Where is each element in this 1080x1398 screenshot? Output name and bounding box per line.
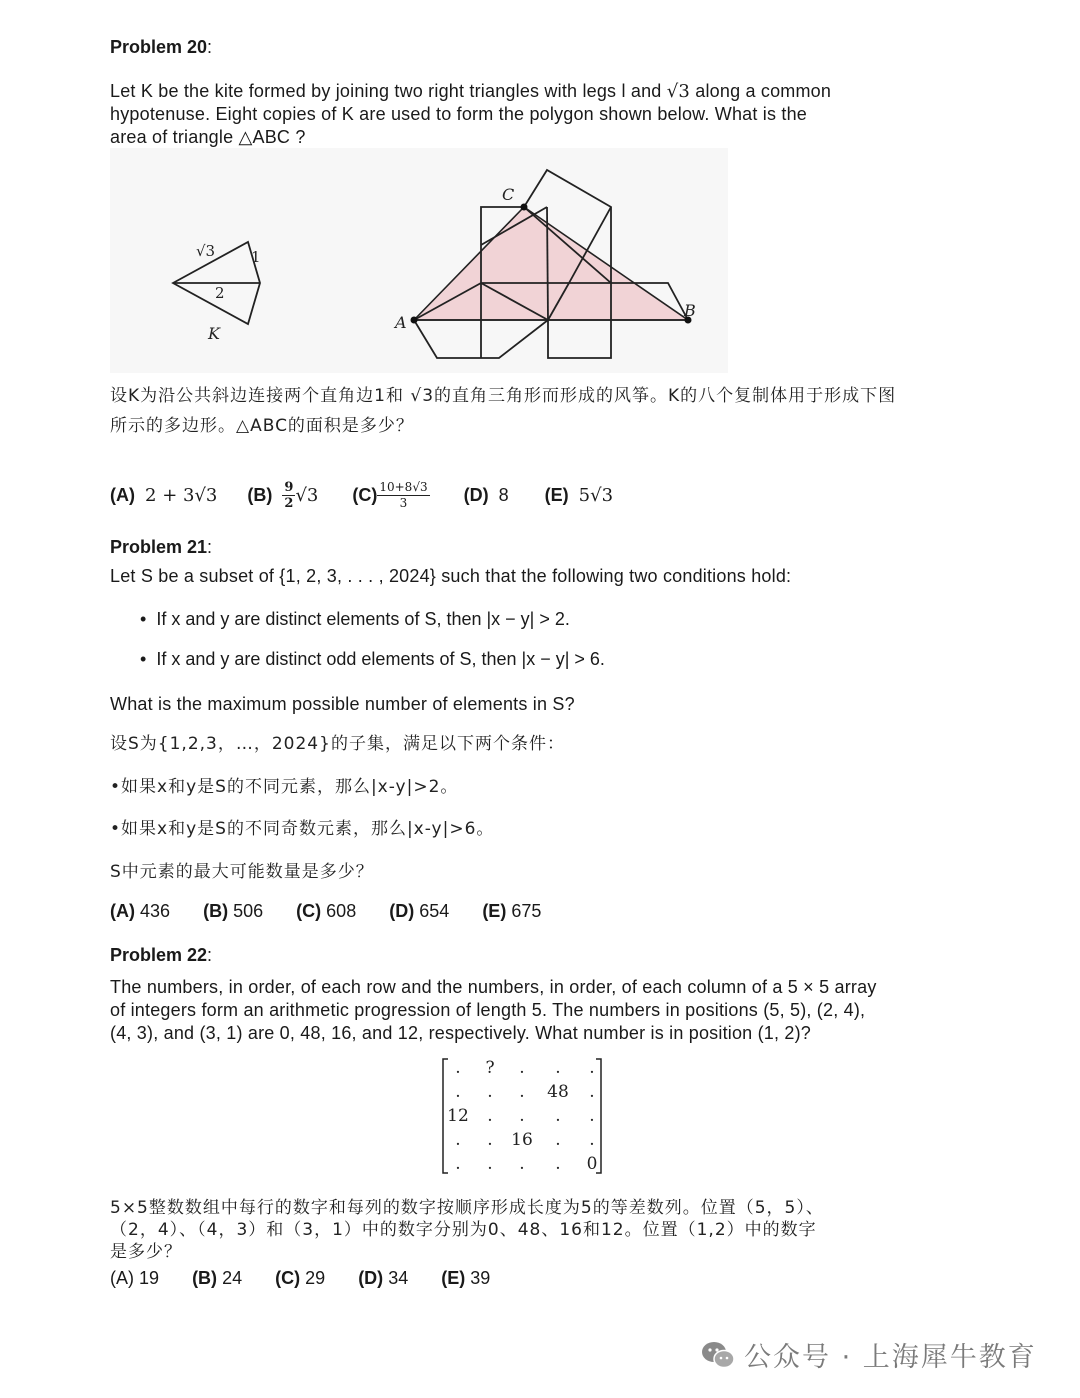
problem-20-statement: Let K be the kite formed by joining two right triangles with legs l and √3 along a common hypotenuse. Eight copies of K are used to form the polygon shown below. What is the area of triangle △ABC ?: [110, 81, 832, 147]
kite-polygon-figure: [110, 148, 728, 373]
problem-21-chinese-cond-1: •如果x和y是S的不同元素，那么|x-y|>2。: [110, 777, 459, 797]
matrix-cell-r2-c2: .: [487, 1082, 493, 1102]
problem-21-chinese-cond-2: •如果x和y是S的不同奇数元素，那么|x-y|>6。: [110, 819, 495, 839]
problem-21-condition-1: • If x and y are distinct elements of S, then |x − y| > 2.: [140, 609, 570, 629]
choice-d: (D) 34: [358, 1268, 409, 1288]
wechat-icon: [700, 1339, 736, 1371]
kite-label-1: 1: [251, 248, 261, 266]
problem-22-matrix: [436, 1055, 608, 1177]
choice-e: (E) 39: [441, 1268, 491, 1288]
kite-label-2: 2: [215, 284, 225, 302]
choice-d: (D) 654: [389, 901, 450, 921]
matrix-cell-r5-c2: .: [487, 1154, 493, 1174]
matrix-cell-r4-c1: .: [455, 1130, 461, 1150]
matrix-cell-r1-c5: .: [589, 1058, 595, 1078]
choice-c: (C) 10+8√3 3: [352, 480, 428, 510]
matrix-cell-r1-c1: .: [455, 1058, 461, 1078]
matrix-cell-r5-c5: 0: [586, 1154, 598, 1174]
problem-22-chinese: 5×5整数数组中每行的数字和每列的数字按顺序形成长度为5的等差数列。位置（5，5）、 （2，4）、（4，3）和（3，1）中的数字分别为0、48、16和12。位置（1,2）中的数字 是多少？: [110, 1198, 824, 1262]
triangle-abc: [414, 207, 688, 320]
problem-22-choices: [110, 1268, 518, 1289]
problem-21-title: Problem 21:: [110, 537, 213, 557]
choice-a: (A) 19: [110, 1268, 160, 1288]
problem-22-statement: The numbers, in order, of each row and the numbers, in order, of each column of a 5 × 5 array of integers form an arithmetic progression of length 5. The numbers in positions (5, 5), (2, 4), (4, 3), and (3, 1) are 0, 48, 16, and 12, respectively. What number is in position (1, 2)?: [110, 977, 877, 1043]
kite-label-k: K: [208, 324, 220, 343]
choice-b: (B) 24: [192, 1268, 243, 1288]
kite-k-diagram: [173, 242, 260, 324]
matrix-cell-r1-c2: ?: [485, 1058, 495, 1078]
choice-b: (B) 9 2 √3: [247, 480, 319, 511]
choice-d: (D) 8: [463, 485, 509, 505]
problem-22-title: Problem 22:: [110, 945, 213, 965]
label-b: B: [684, 301, 696, 320]
problem-21-intro: Let S be a subset of {1, 2, 3, . . . , 2024} such that the following two conditions hold:: [110, 566, 792, 586]
matrix-cell-r4-c3: 16: [511, 1130, 533, 1150]
point-c: [521, 204, 528, 211]
label-a: A: [395, 313, 407, 332]
matrix-cell-r3-c1: 12: [447, 1106, 469, 1126]
choice-c: (C) 29: [275, 1268, 326, 1288]
problem-21-chinese-question: S中元素的最大可能数量是多少？: [110, 862, 374, 882]
choice-e: (E) 675: [482, 901, 542, 921]
matrix-cell-r5-c4: .: [555, 1154, 561, 1174]
matrix-cell-r2-c3: .: [519, 1082, 525, 1102]
choice-b: (B) 506: [203, 901, 264, 921]
problem-20-choices: [110, 480, 613, 511]
kite-label-sqrt3: √3: [196, 242, 216, 260]
point-a: [411, 317, 418, 324]
matrix-cell-r1-c3: .: [519, 1058, 525, 1078]
matrix-cell-r2-c4: 48: [547, 1082, 569, 1102]
matrix-cell-r1-c4: .: [555, 1058, 561, 1078]
matrix-cell-r5-c1: .: [455, 1154, 461, 1174]
matrix-cell-r2-c5: .: [589, 1082, 595, 1102]
matrix-cell-r3-c2: .: [487, 1106, 493, 1126]
matrix-cell-r4-c4: .: [555, 1130, 561, 1150]
problem-20-chinese: 设K为沿公共斜边连接两个直角边1和 √3的直角三角形而形成的风筝。K的八个复制体用于形成下图 所示的多边形。△ABC的面积是多少？: [110, 386, 897, 436]
matrix-cell-r4-c5: .: [589, 1130, 595, 1150]
watermark-text: 公众号 · 上海犀牛教育: [744, 1342, 1037, 1373]
problem-21-question: What is the maximum possible number of elements in S?: [110, 694, 575, 714]
matrix-cell-r2-c1: .: [455, 1082, 461, 1102]
matrix-cell-r4-c2: .: [487, 1130, 493, 1150]
problem-21-choices: [110, 901, 569, 922]
problem-20-title: Problem 20:: [110, 37, 213, 57]
choice-e: (E) 5√3: [544, 485, 614, 506]
watermark: [700, 1335, 1037, 1374]
matrix-cell-r5-c3: .: [519, 1154, 525, 1174]
choice-c: (C) 608: [296, 901, 357, 921]
matrix-cell-r3-c3: .: [519, 1106, 525, 1126]
problem-20-figure: [110, 148, 728, 373]
choice-a: (A) 2 + 3√3: [110, 485, 218, 506]
label-c: C: [502, 185, 515, 204]
matrix-cell-r3-c4: .: [555, 1106, 561, 1126]
problem-21-chinese-intro: 设S为{1,2,3，…，2024}的子集，满足以下两个条件：: [110, 734, 565, 754]
problem-21-condition-2: • If x and y are distinct odd elements of S, then |x − y| > 6.: [140, 649, 605, 669]
matrix-cell-r3-c5: .: [589, 1106, 595, 1126]
choice-a: (A) 436: [110, 901, 171, 921]
